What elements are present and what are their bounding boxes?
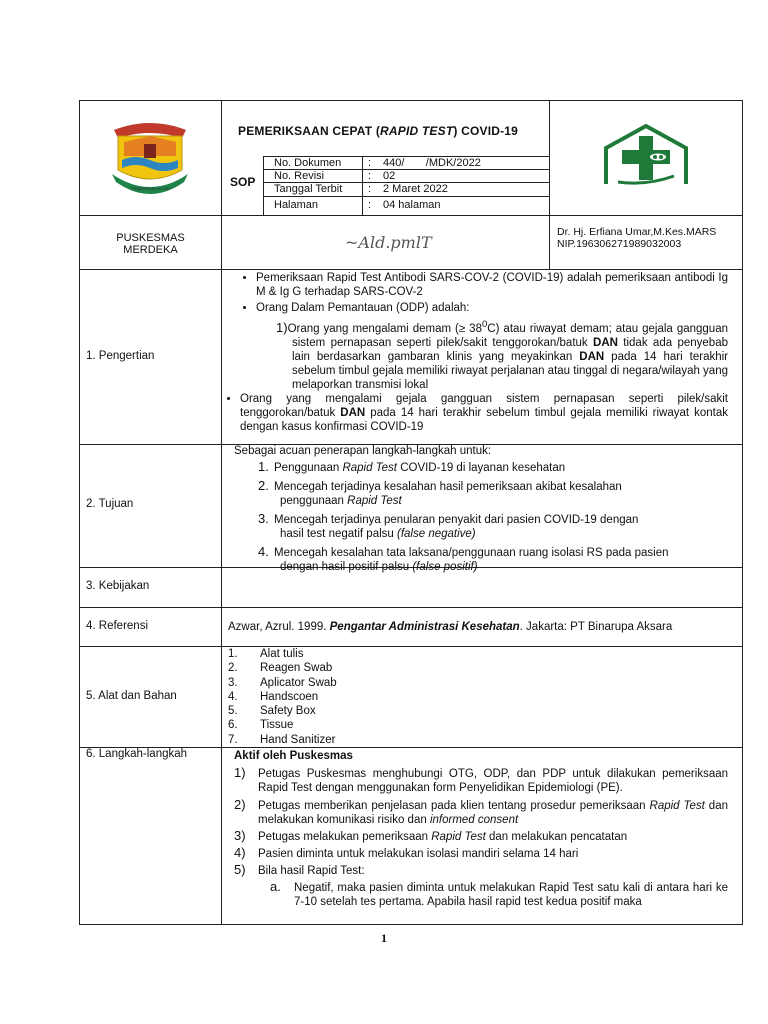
- langkah-heading: Aktif oleh Puskesmas: [234, 750, 353, 762]
- pengertian-bullet-1: • Pemeriksaan Rapid Test Antibodi SARS-COV-2 (COVID-19) adalah pemeriksaan antibodi Ig M & Ig G terhadap SARS-COV-2: [256, 271, 728, 299]
- header-bottom: [79, 215, 743, 216]
- sop-col-divider: [263, 156, 264, 215]
- meta-sep-col: [362, 156, 363, 215]
- tujuan-item-4: 4. Mencegah kesalahan tata laksana/penggunaan ruang isolasi RS pada pasien dengan hasil positif palsu (false positif): [258, 544, 669, 573]
- page-number: 1: [381, 931, 387, 945]
- langkah-step-5: 5) Bila hasil Rapid Test:: [234, 862, 365, 877]
- meta-label-0: No. Dokumen: [274, 157, 342, 169]
- org-name-line2: MERDEKA: [123, 244, 178, 256]
- col-divider: [221, 100, 222, 925]
- signer-nip: NIP.196306271989032003: [557, 238, 682, 250]
- meta-label-2: Tanggal Terbit: [274, 183, 343, 195]
- alat-item: 6. Tissue: [228, 719, 294, 732]
- meta-value-2: 2 Maret 2022: [383, 183, 448, 195]
- city-logo: [108, 116, 192, 202]
- signer-name: Dr. Hj. Erfiana Umar,M.Kes.MARS: [557, 226, 717, 238]
- meta-sep-2: :: [368, 183, 372, 195]
- pengertian-numbered-1: 1)Orang yang mengalami demam (≥ $38^0C$) atau riwayat demam; atau gejala gangguan sistem pernapasan seperti pilek/sakit tenggorokan/batuk DAN tidak ada penyebab lain berdasarkan gambaran klinis yang meyakinkan DAN pada 14 hari terakhir sebelum timbul gejala memiliki riwayat perjalanan atau tinggal di negara/wilayah yang melaporkan transmisi lokal: [276, 319, 728, 391]
- meta-line-3: [263, 196, 550, 197]
- row-label-alat: 5. Alat dan Bahan: [86, 690, 177, 702]
- langkah-step-4: 4) Pasien diminta untuk melakukan isolasi mandiri selama 14 hari: [234, 845, 579, 860]
- referensi-text: Azwar, Azrul. 1999. Pengantar Administrasi Kesehatan. Jakarta: PT Binarupa Aksara: [228, 621, 673, 633]
- sop-label: SOP: [230, 175, 256, 189]
- row-label-pengertian: 1. Pengertian: [86, 350, 155, 362]
- row-label-kebijakan: 3. Kebijakan: [86, 580, 150, 592]
- table-border-left: [79, 100, 80, 925]
- page-title: PEMERIKSAAN CEPAT (RAPID TEST) COVID-19: [238, 124, 519, 138]
- signature: ~Ald.pmlT: [345, 233, 432, 252]
- row-label-langkah: 6. Langkah-langkah: [86, 748, 188, 760]
- row-label-tujuan: 2. Tujuan: [86, 498, 134, 510]
- langkah-step-3: 3) Petugas melakukan pemeriksaan Rapid Test dan melakukan pencatatan: [234, 828, 628, 843]
- alat-item: 1. Alat tulis: [228, 648, 304, 660]
- meta-sep-0: :: [368, 157, 372, 169]
- row-line-1: [79, 269, 743, 270]
- pengertian-content: [236, 271, 728, 436]
- row-line-4: [79, 607, 743, 608]
- tujuan-item-1: 1. Penggunaan Rapid Test COVID-19 di layanan kesehatan: [258, 459, 566, 474]
- meta-value-1: 02: [383, 170, 396, 182]
- tujuan-item-3: 3. Mencegah terjadinya penularan penyakit dari pasien COVID-19 dengan hasil test negatif palsu (false negative): [258, 511, 639, 540]
- table-border-right: [742, 100, 743, 925]
- row-label-referensi: 4. Referensi: [86, 620, 149, 632]
- meta-sep-3: :: [368, 199, 372, 211]
- logo-caption: PEMERINTAH KOTA: [131, 186, 169, 191]
- meta-label-1: No. Revisi: [274, 170, 325, 182]
- health-cross-icon: [600, 122, 692, 186]
- langkah-content: [234, 749, 728, 909]
- alat-item: 4. Handscoen: [228, 690, 319, 703]
- logo-col-divider: [549, 100, 550, 270]
- table-border-top: [79, 100, 743, 101]
- langkah-step-5a: a. Negatif, maka pasien diminta untuk melakukan Rapid Test satu kali di antara hari ke 7-10 setelah tes pertama. Apabila hasil rapid test kedua positif maka: [270, 879, 728, 908]
- alat-item: 5. Safety Box: [228, 705, 316, 718]
- alat-item: 3. Aplicator Swab: [228, 676, 337, 689]
- meta-label-3: Halaman: [274, 199, 319, 211]
- meta-value-3: 04 halaman: [383, 199, 441, 211]
- pengertian-bullet-3: • Orang yang mengalami gejala gangguan sistem pernapasan seperti pilek/sakit tenggorokan/batuk DAN pada 14 hari terakhir sebelum timbul gejala memiliki riwayat kontak dengan kasus konfirmasi COVID-19: [240, 392, 728, 434]
- tujuan-content: [234, 444, 734, 574]
- tujuan-item-2: 2. Mencegah terjadinya kesalahan hasil pemeriksaan akibat kesalahan penggunaan Rapid Test: [258, 478, 622, 507]
- pengertian-bullet-2: • Orang Dalam Pemantauan (ODP) adalah:: [256, 301, 728, 315]
- alat-item: 2. Reagen Swab: [228, 662, 333, 675]
- alat-item: 7. Hand Sanitizer: [228, 733, 336, 746]
- meta-value-0: 440/ /MDK/2022: [383, 157, 481, 169]
- langkah-step-2: 2) Petugas memberikan penjelasan pada klien tentang prosedur pemeriksaan Rapid Test dan melakukan komunikasi risiko dan informed consent: [234, 797, 728, 826]
- org-name-line1: PUSKESMAS: [116, 232, 185, 244]
- langkah-step-1: 1) Petugas Puskesmas menghubungi OTG, ODP, dan PDP untuk dilakukan pemeriksaan Rapid Test dengan menggunakan form Penyelidikan Epidemiologi (PE).: [234, 765, 728, 794]
- tujuan-intro: Sebagai acuan penerapan langkah-langkah untuk:: [234, 445, 492, 457]
- puskesmas-logo: [600, 122, 692, 186]
- meta-sep-1: :: [368, 170, 372, 182]
- alat-list: [228, 647, 528, 747]
- table-border-bottom: [79, 924, 743, 925]
